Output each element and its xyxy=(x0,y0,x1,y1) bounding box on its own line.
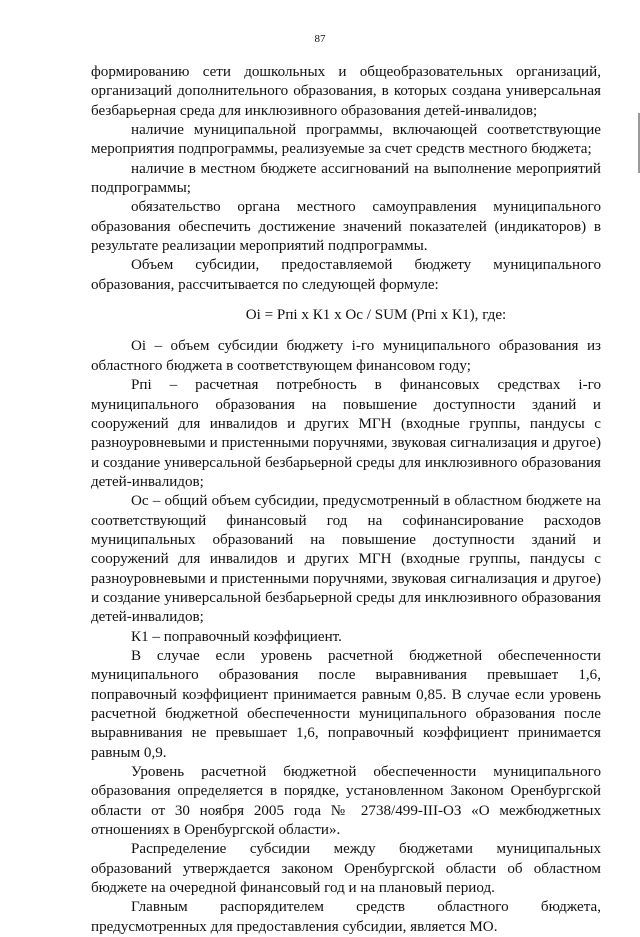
paragraph-def-rpi: Рпi – расчетная потребность в финансовых средствах i-го муниципального образования на повышение доступности зданий и сооружений для инвалидов и других МГН (входные группы, пандусы с разноуровневыми и пристенными поручнями, звуковая сигнализация и другое) и создание универсальной безбарьерной среды для инклюзивного образования детей-инвалидов; xyxy=(91,377,601,490)
paragraph-def-os: Ос – общий объем субсидии, предусмотренный в областном бюджете на соответствующий финансовый год на софинансирование расходов муниципальных образований на повышение доступности зданий и сооружений для инвалидов и других МГН (входные группы, пандусы с разноуровневыми и пристенными поручнями, звуковая сигнализация и другое) и создание универсальной безбарьерной среды для инклюзивного образования детей-инвалидов; xyxy=(91,493,601,626)
paragraph-condition-obligation: обязательство органа местного самоуправления муниципального образования обеспечить достижение значений показателей (индикаторов) в результате реализации мероприятий подпрограммы. xyxy=(91,199,601,255)
paragraph-main-manager: Главным распорядителем средств областного бюджета, предусмотренных для предоставления субсидии, является МО. xyxy=(91,899,601,935)
paragraph-def-k1: К1 – поправочный коэффициент. xyxy=(131,628,342,645)
paragraph-condition-budget: наличие в местном бюджете ассигнований на выполнение мероприятий подпрограммы; xyxy=(91,160,601,197)
paragraph-def-oi: Оi – объем субсидии бюджету i-го муниципального образования из областного бюджета в соответствующем финансовом году; xyxy=(91,338,601,374)
paragraph-subsidy-volume: Объем субсидии, предоставляемой бюджету муниципального образования, рассчитывается по следующей формуле: xyxy=(91,257,601,293)
paragraph-condition-program: наличие муниципальной программы, включающей соответствующие мероприятия подпрограммы, реализуемые за счет средств местного бюджета; xyxy=(91,122,601,158)
document-body xyxy=(91,63,601,937)
paragraph-k1-rule: В случае если уровень расчетной бюджетной обеспеченности муниципального образования после выравнивания превышает 1,6, поправочный коэффициент принимается равным 0,85. В случае если уровень расчетной бюджетной обеспеченности муниципального образования после выравнивания не превышает 1,6, поправочный коэффициент принимается равным 0,9. xyxy=(91,647,601,761)
paragraph-distribution: Распределение субсидии между бюджетами муниципальных образований утверждается законом Оренбургской области об областном бюджете на очередной финансовый год и на плановый период. xyxy=(91,841,601,897)
page-number: 87 xyxy=(314,33,326,45)
paragraph-continuation: формированию сети дошкольных и общеобразовательных организаций, организаций дополнительного образования, в которых создана универсальная безбарьерная среда для инклюзивного образования детей-инвалидов; xyxy=(91,64,601,119)
paragraph-budget-level: Уровень расчетной бюджетной обеспеченности муниципального образования определяется в порядке, установленном Законом Оренбургской области от 30 ноября 2005 года № 2738/499-III-ОЗ «О межбюджетных отношениях в Оренбургской области». xyxy=(91,764,601,839)
formula: Оi = Рпi x К1 x Ос / SUM (Рпi x К1), где: xyxy=(245,307,507,324)
